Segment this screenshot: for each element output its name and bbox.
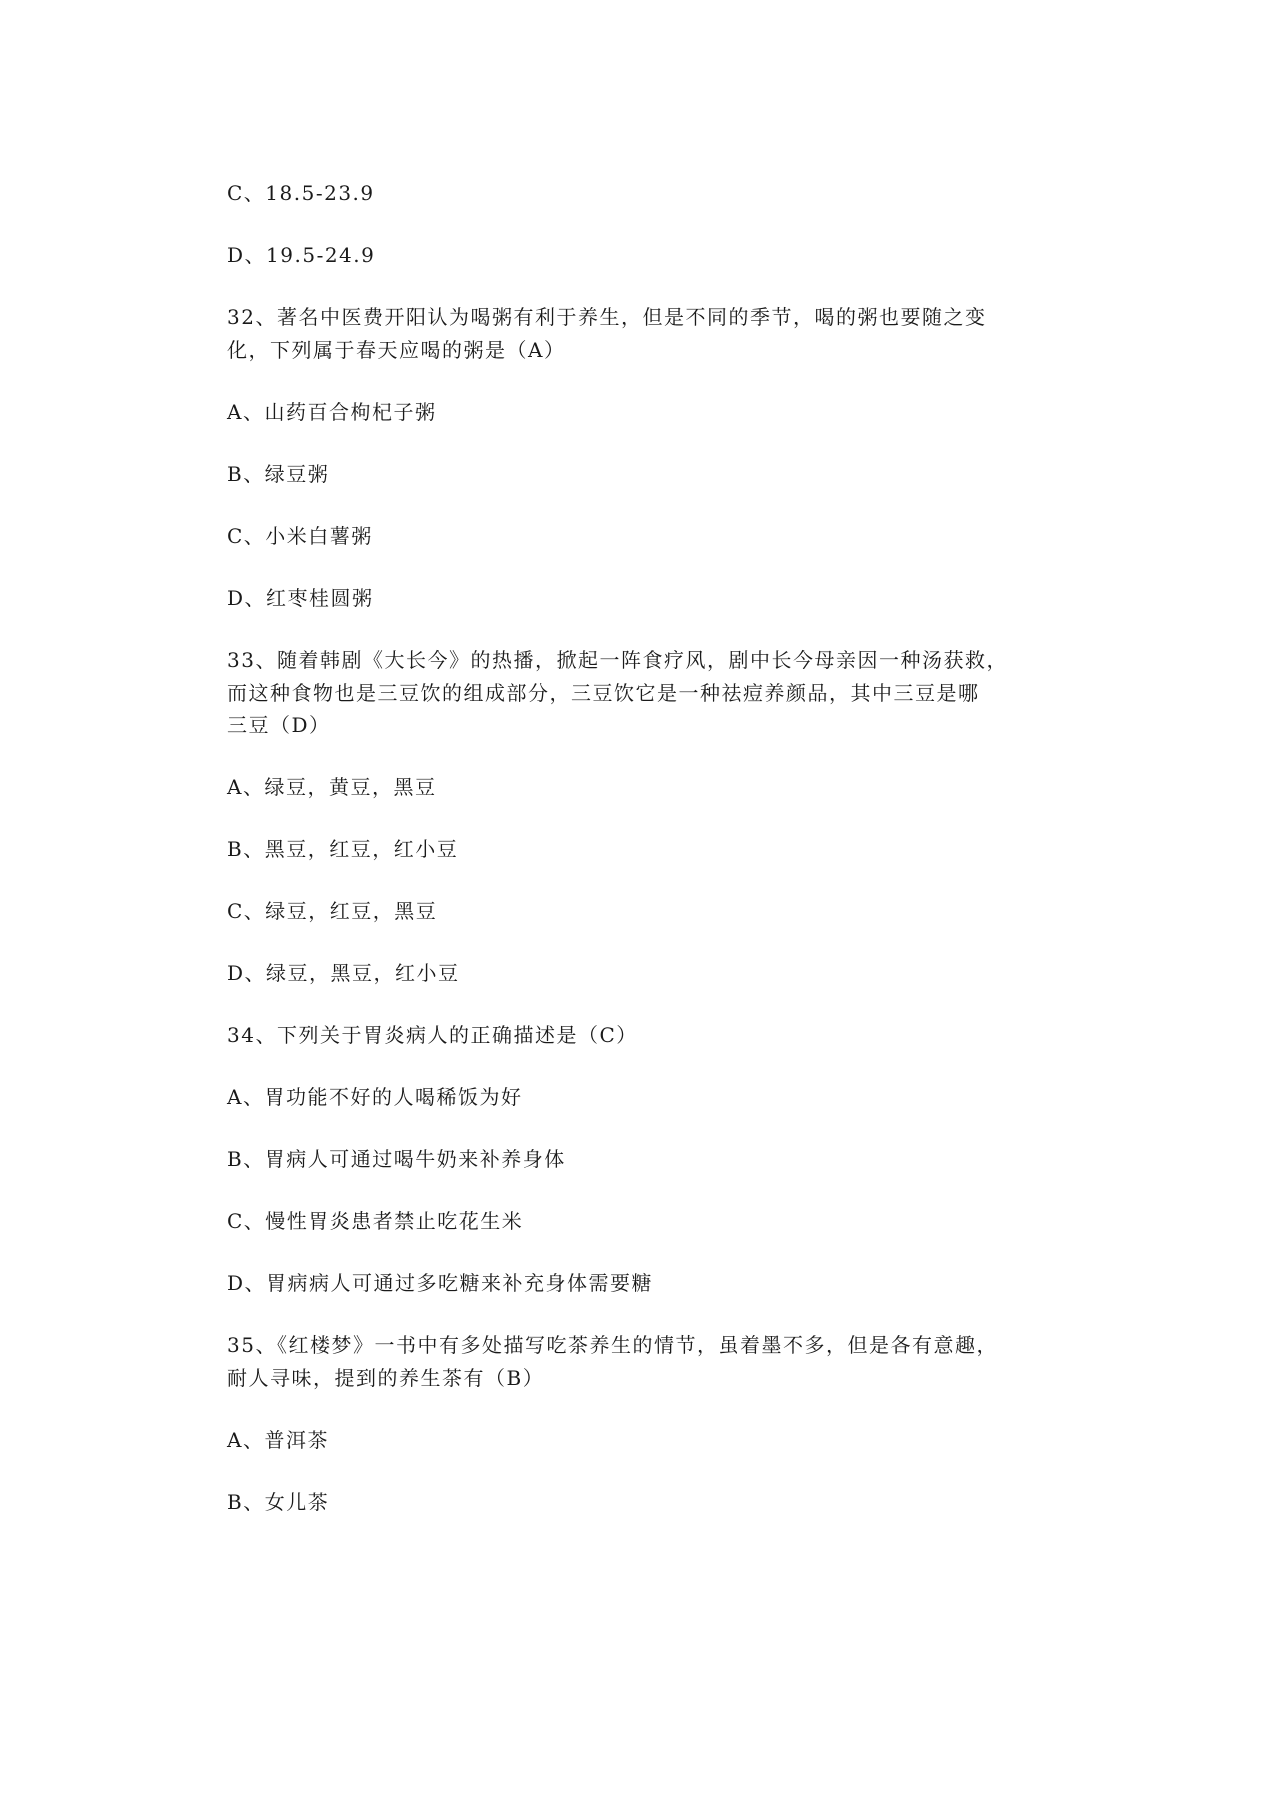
question-33-option-d: D、绿豆，黑豆，红小豆 [227, 961, 460, 985]
question-34-option-b: B、胃病人可通过喝牛奶来补养身体 [227, 1147, 566, 1171]
question-35-line-2: 耐人寻味，提到的养生茶有（B） [227, 1366, 545, 1390]
question-32-option-a: A、山药百合枸杞子粥 [227, 400, 437, 424]
question-32-line-1: 32、著名中医费开阳认为喝粥有利于养生，但是不同的季节，喝的粥也要随之变 [227, 305, 987, 329]
question-33-option-a: A、绿豆，黄豆，黑豆 [227, 775, 437, 799]
question-32-option-b: B、绿豆粥 [227, 462, 330, 486]
question-33-option-c: C、绿豆，红豆，黑豆 [227, 899, 438, 923]
question-33-line-1: 33、随着韩剧《大长今》的热播，掀起一阵食疗风，剧中长今母亲因一种汤获救， [227, 648, 1008, 672]
question-34-option-a: A、胃功能不好的人喝稀饭为好 [227, 1085, 523, 1109]
option-d-bmi: D、19.5-24.9 [227, 243, 376, 267]
question-34-option-c: C、慢性胃炎患者禁止吃花生米 [227, 1209, 524, 1233]
question-35-line-1: 35、《红楼梦》一书中有多处描写吃茶养生的情节，虽着墨不多，但是各有意趣， [227, 1333, 998, 1357]
question-33-option-b: B、黑豆，红豆，红小豆 [227, 837, 459, 861]
question-32-option-d: D、红枣桂圆粥 [227, 586, 374, 610]
question-32-option-c: C、小米白薯粥 [227, 524, 373, 548]
question-32-line-2: 化，下列属于春天应喝的粥是（A） [227, 338, 566, 362]
question-35-option-a: A、普洱茶 [227, 1428, 329, 1452]
option-c-bmi: C、18.5-23.9 [227, 181, 375, 205]
question-34-line-1: 34、下列关于胃炎病人的正确描述是（C） [227, 1023, 638, 1047]
question-34-option-d: D、胃病病人可通过多吃糖来补充身体需要糖 [227, 1271, 654, 1295]
question-33-line-2: 而这种食物也是三豆饮的组成部分，三豆饮它是一种祛痘养颜品，其中三豆是哪 [227, 681, 980, 705]
question-33-line-3: 三豆（D） [227, 713, 331, 737]
question-35-option-b: B、女儿茶 [227, 1490, 330, 1514]
